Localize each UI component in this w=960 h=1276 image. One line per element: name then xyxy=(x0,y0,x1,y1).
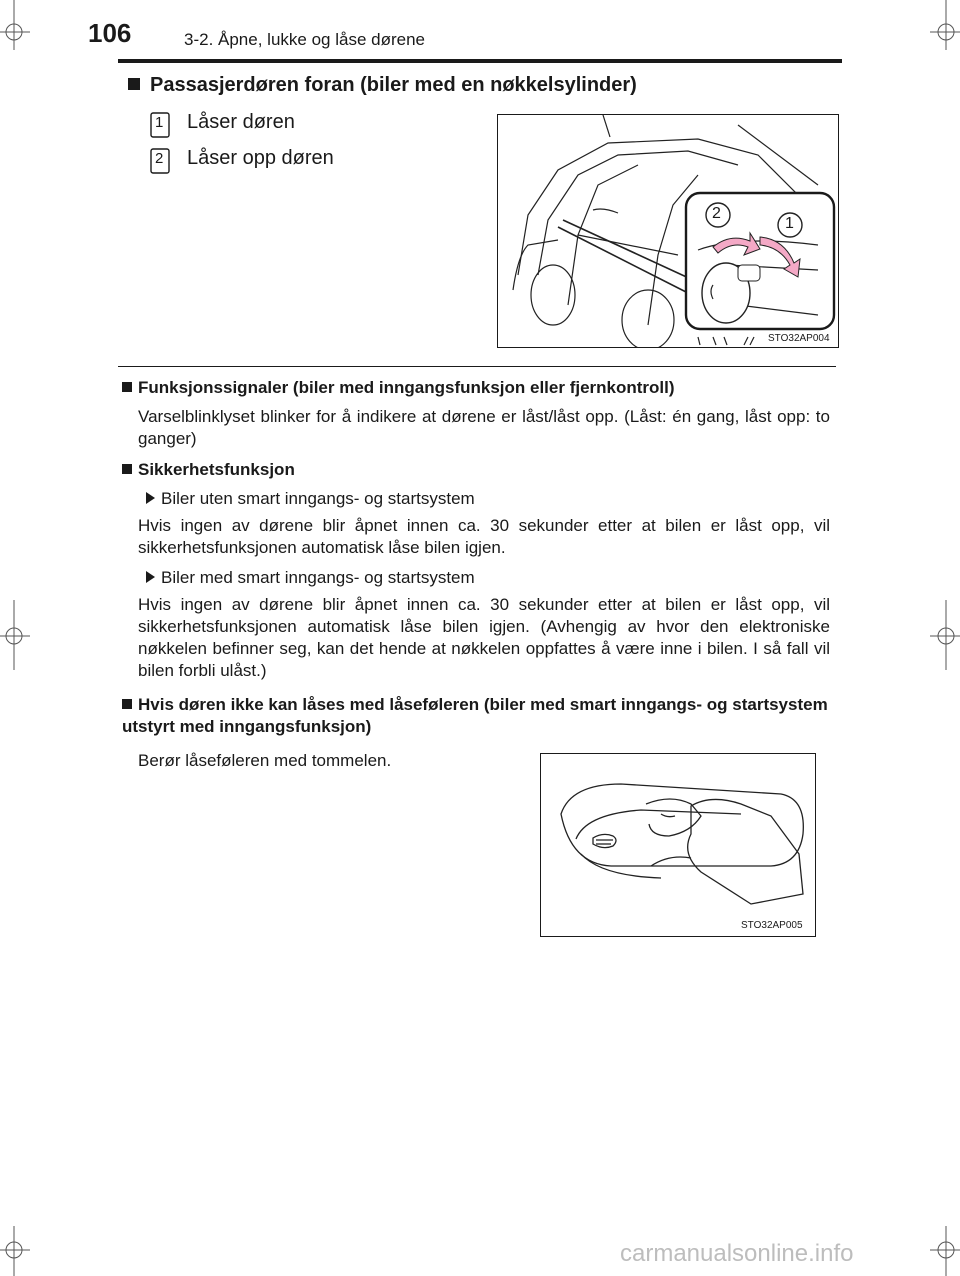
note-heading-signals: Funksjonssignaler (biler med inngangsfunksjon eller fjernkontroll) xyxy=(122,378,675,398)
chapter-title: 3-2. Åpne, lukke og låse dørene xyxy=(184,30,425,49)
step-2-label: Låser opp døren xyxy=(187,147,334,169)
note-body-lock-sensor: Berør låseføleren med tommelen. xyxy=(138,751,392,770)
figure-code: STO32AP004 xyxy=(768,333,830,344)
footer-watermark: carmanualsonline.info xyxy=(620,1240,854,1267)
subsection-body-with-smart: Hvis ingen av dørene blir åpnet innen ca. 30 sekunder etter at bilen er låst opp, vil sikkerhetsfunksjonen automatisk låse bilen igjen. (Avhengig av hvor den elektroniske nøkkelen befinner seg, kan det hende at nøkkelen oppfattes å være inne i bilen. I så fall vil bilen forbli ulåst.) xyxy=(138,595,830,680)
note-heading-security: Sikkerhetsfunksjon xyxy=(122,460,295,480)
square-bullet-icon xyxy=(122,699,132,709)
section-title: Passasjerdøren foran (biler med en nøkkelsylinder) xyxy=(128,74,637,97)
triangle-bullet-icon xyxy=(146,492,155,504)
header-rule xyxy=(118,59,842,63)
square-bullet-icon xyxy=(128,78,140,90)
figure-door-lock xyxy=(497,114,839,348)
subsection-label-with-smart: Biler med smart inngangs- og startsystem xyxy=(146,568,475,588)
callout-1: 1 xyxy=(785,215,794,232)
square-bullet-icon xyxy=(122,382,132,392)
subsection-body-without-smart: Hvis ingen av dørene blir åpnet innen ca. 30 sekunder etter at bilen er låst opp, vil sikkerhetsfunksjonen automatisk låse bilen igjen. xyxy=(138,516,830,557)
section-divider xyxy=(118,366,836,367)
subsection-label-without-smart: Biler uten smart inngangs- og startsystem xyxy=(146,489,475,509)
triangle-bullet-icon xyxy=(146,571,155,583)
note-body-signals: Varselblinklyset blinker for å indikere at dørene er låst/låst opp. (Låst: én gang, låst opp: to ganger) xyxy=(138,407,830,448)
note-heading-lock-sensor: Hvis døren ikke kan låses med låseføleren (biler med smart inngangs- og startsystem utstyrt med inngangsfunksjon) xyxy=(122,695,828,736)
step-1-label: Låser døren xyxy=(187,111,295,133)
hand-touch-sensor-illustration xyxy=(541,754,815,936)
square-bullet-icon xyxy=(122,464,132,474)
figure-code-2: STO32AP005 xyxy=(741,920,803,931)
figure-lock-sensor xyxy=(540,753,816,937)
callout-2: 2 xyxy=(712,205,721,222)
page-number: 106 xyxy=(88,18,132,48)
